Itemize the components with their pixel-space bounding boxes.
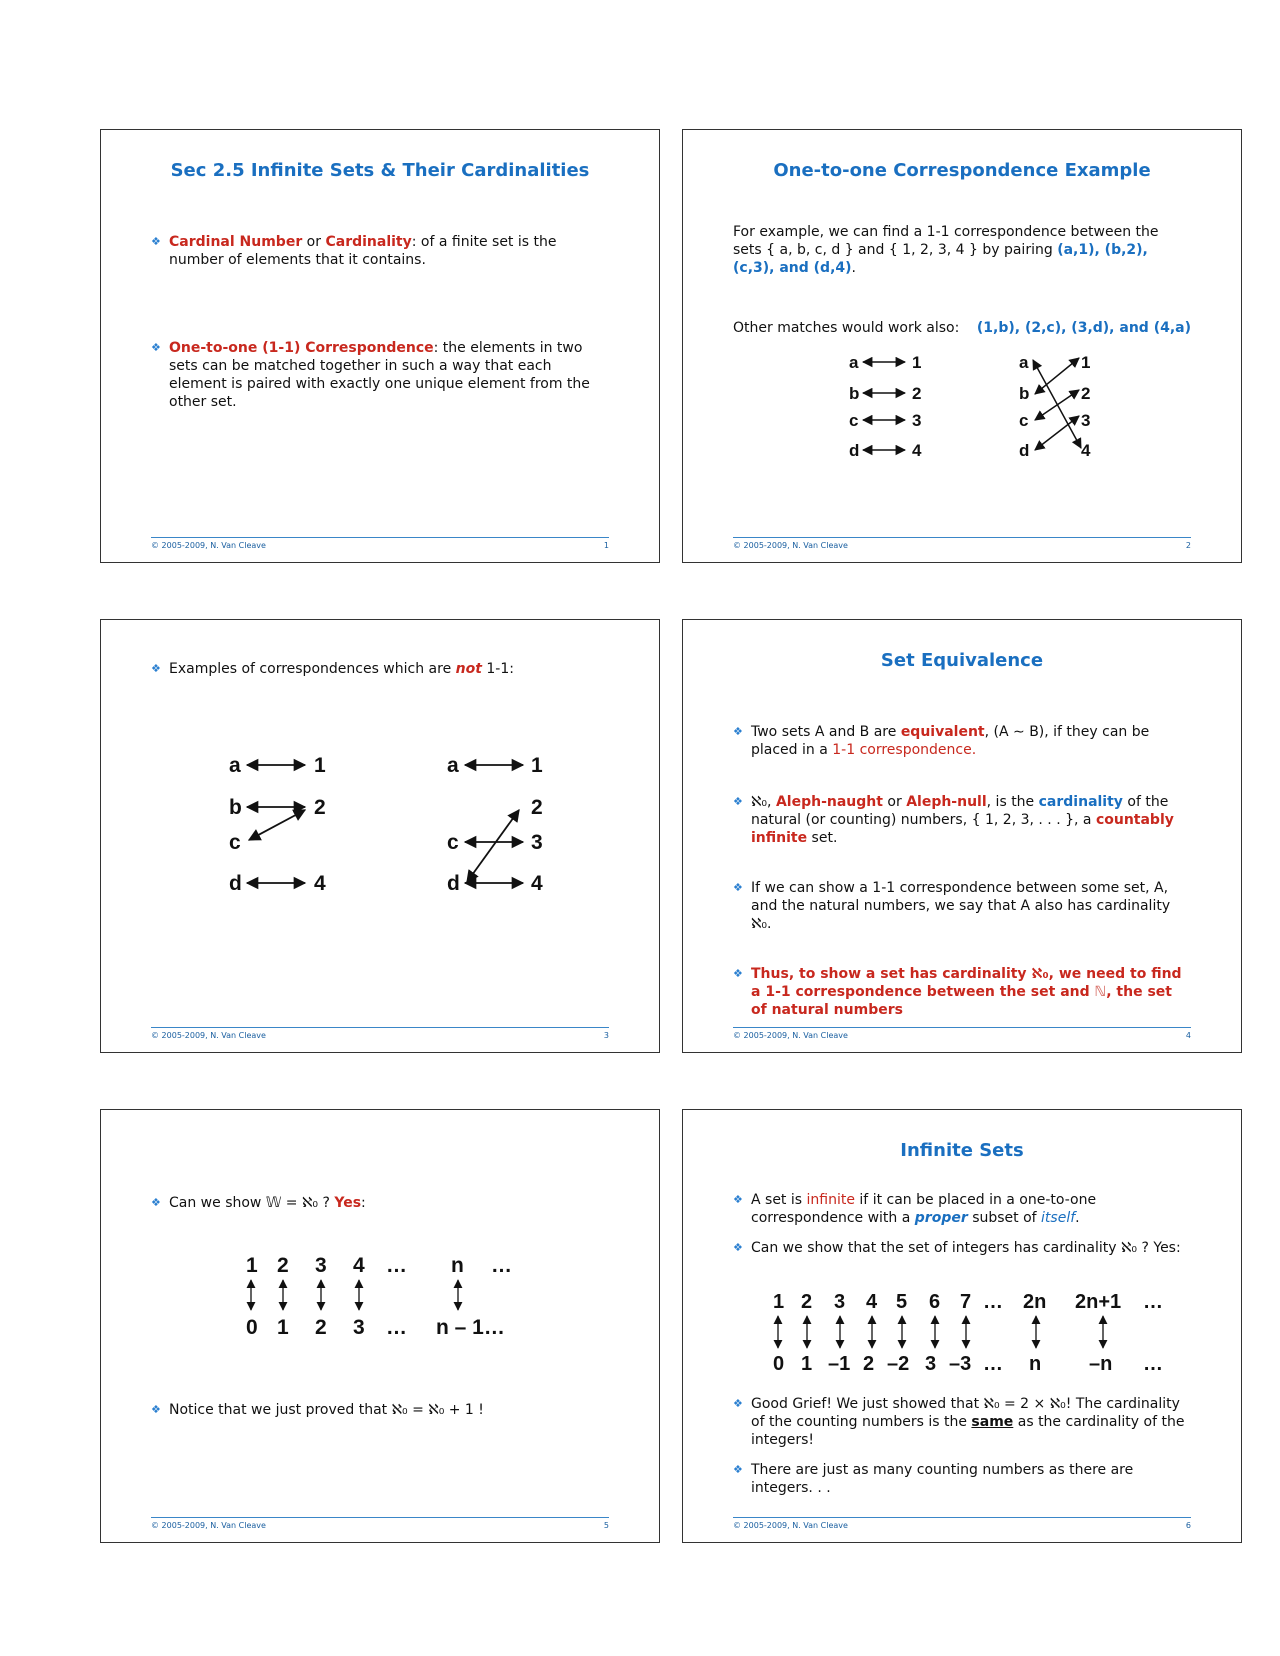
whole-numbers-correspondence: [101, 1250, 661, 1340]
label-a: a: [1019, 353, 1029, 372]
symbol-naturals: ℕ: [1094, 984, 1107, 1000]
text: : the elements in two sets can be matched together in such a way that each element is paired with exactly one unique element from the other set.: [169, 340, 590, 410]
label-b: b: [1019, 384, 1030, 403]
page-number: 6: [1185, 1521, 1191, 1530]
page-number: 5: [603, 1521, 609, 1530]
text: or: [882, 794, 907, 810]
bottom-1: 1: [801, 1353, 813, 1375]
text: Examples of correspondences which are: [169, 661, 456, 677]
slide-body-2: [733, 1395, 1191, 1497]
label-a: a: [849, 353, 859, 372]
term-cardinality: cardinality: [1038, 794, 1123, 810]
bottom-0: 0: [773, 1353, 785, 1375]
term-cardinality: Cardinality: [325, 234, 412, 250]
copyright: © 2005-2009, N. Van Cleave: [733, 1521, 848, 1530]
bottom-ellipsis: …: [983, 1353, 1003, 1375]
term-correspondence: One-to-one (1-1) Correspondence: [169, 340, 434, 356]
slide-6: [682, 1109, 1242, 1543]
text: Good Grief! We just showed that ℵ₀ = 2 × ℵ₀! The cardinality of the counting numbers is the: [751, 1396, 1180, 1430]
text: Notice that we just proved that ℵ₀ = ℵ₀ + 1 !: [169, 1402, 484, 1418]
answer-yes: Yes: [334, 1195, 362, 1211]
arrow-c2: [249, 810, 305, 840]
bullet-aleph-naught: [733, 793, 1191, 847]
text: subset of: [967, 1210, 1042, 1226]
top-2n-plus-1: 2n+1: [1075, 1291, 1122, 1313]
label-2: 2: [531, 796, 543, 819]
label-2: 2: [314, 796, 326, 819]
term-itself: itself: [1041, 1210, 1076, 1226]
integers-correspondence: [683, 1288, 1243, 1378]
text: If we can show a 1-1 correspondence between some set, A, and the natural numbers, we say that A also has cardinality ℵ₀.: [751, 880, 1171, 932]
diagram-right: [447, 754, 543, 895]
label-d: d: [447, 872, 460, 895]
slide-footer: [151, 1517, 609, 1530]
text: Other matches would work also:: [733, 320, 960, 336]
text: set.: [807, 830, 838, 846]
label-d: d: [1019, 441, 1030, 460]
bottom-minus-n: –n: [1089, 1353, 1113, 1375]
slide-2: [682, 129, 1242, 563]
text: A set is: [751, 1192, 807, 1208]
top-ellipsis-2: …: [491, 1254, 512, 1277]
text: Can we show 𝕎 = ℵ₀ ?: [169, 1195, 335, 1211]
label-a: a: [229, 754, 241, 777]
arrows: [778, 1316, 1103, 1348]
page-number: 2: [1185, 541, 1191, 550]
diagram-left: [229, 754, 326, 895]
bottom-minus-1: –1: [828, 1353, 851, 1375]
term-cardinal-number: Cardinal Number: [169, 234, 303, 250]
bottom-ellipsis: …: [386, 1316, 407, 1339]
text: ℵ₀,: [751, 794, 776, 810]
label-4: 4: [531, 872, 543, 895]
label-1: 1: [912, 353, 922, 372]
label-c: c: [1019, 411, 1029, 430]
bottom-3: 3: [925, 1353, 937, 1375]
slide-footer: [151, 537, 609, 550]
term-not: not: [455, 661, 482, 677]
label-b: b: [229, 796, 242, 819]
copyright: © 2005-2009, N. Van Cleave: [151, 1521, 266, 1530]
label-1: 1: [531, 754, 543, 777]
bullet-conclusion: [733, 965, 1191, 1019]
text: .: [1075, 1210, 1080, 1226]
slide-footer: [733, 1517, 1191, 1530]
correspondence-diagram: [683, 350, 1243, 470]
bullet-good-grief: [733, 1395, 1191, 1449]
text: .: [851, 260, 856, 276]
term-equivalent: equivalent: [900, 724, 985, 740]
pairs: (1,b), (2,c), (3,d), and (4,a): [976, 320, 1191, 336]
text: or: [302, 234, 326, 250]
label-d: d: [229, 872, 242, 895]
term-infinite: infinite: [806, 1192, 855, 1208]
slide-body: [151, 660, 609, 678]
slide-footer: [733, 537, 1191, 550]
bullet-question: [151, 1194, 609, 1212]
label-1: 1: [314, 754, 326, 777]
copyright: © 2005-2009, N. Van Cleave: [733, 541, 848, 550]
label-1: 1: [1081, 353, 1091, 372]
bullet-infinite-definition: [733, 1191, 1191, 1227]
diagram-left: [849, 353, 922, 460]
top-ellipsis: …: [983, 1291, 1003, 1313]
top-4: 4: [353, 1254, 365, 1277]
label-2: 2: [1081, 384, 1091, 403]
text: , (A ∼ B), if they can be placed in a: [751, 724, 1150, 758]
label-c: c: [229, 831, 241, 854]
label-4: 4: [1081, 441, 1091, 460]
text: There are just as many counting numbers as there are integers. . .: [751, 1462, 1134, 1496]
text: Thus, to show a set has cardinality ℵ₀, we need to find a 1-1 correspondence between the set and: [751, 966, 1182, 1000]
arrow-d2: [467, 810, 519, 882]
top-ellipsis: …: [386, 1254, 407, 1277]
page-number: 1: [603, 541, 609, 550]
text: as the cardinality of the integers!: [751, 1414, 1185, 1448]
bullet-integers-question: [733, 1239, 1191, 1257]
bottom-2: 2: [315, 1316, 327, 1339]
bullet-cardinality: [151, 233, 609, 269]
top-2n: 2n: [1023, 1291, 1047, 1313]
slide-title: Sec 2.5 Infinite Sets & Their Cardinalities: [170, 160, 590, 181]
text: For example, we can find a 1-1 correspondence between the sets { a, b, c, d } and { 1, 2, 3, 4 } by pairing: [733, 224, 1159, 258]
label-3: 3: [912, 411, 922, 430]
slide-3: [100, 619, 660, 1053]
bottom-n-minus-1: n – 1…: [436, 1316, 505, 1339]
slide-footer: [733, 1027, 1191, 1040]
top-n: n: [451, 1254, 464, 1277]
top-4: 4: [866, 1291, 878, 1313]
slide-body-2: [151, 1401, 609, 1419]
label-a: a: [447, 754, 459, 777]
label-c: c: [849, 411, 859, 430]
bottom-minus-2: –2: [887, 1353, 910, 1375]
top-2: 2: [277, 1254, 289, 1277]
bottom-ellipsis-2: …: [1143, 1353, 1163, 1375]
top-ellipsis-2: …: [1143, 1291, 1163, 1313]
top-3: 3: [315, 1254, 327, 1277]
top-1: 1: [773, 1291, 785, 1313]
label-4: 4: [912, 441, 922, 460]
text: 1-1:: [481, 661, 514, 677]
top-1: 1: [246, 1254, 258, 1277]
slide-body: [733, 223, 1191, 337]
top-5: 5: [896, 1291, 908, 1313]
slide-4: [682, 619, 1242, 1053]
copyright: © 2005-2009, N. Van Cleave: [151, 541, 266, 550]
text: Can we show that the set of integers has cardinality ℵ₀ ? Yes:: [751, 1240, 1181, 1256]
term-aleph-naught: Aleph-naught: [775, 794, 883, 810]
slide-footer: [151, 1027, 609, 1040]
term-proper: proper: [914, 1210, 968, 1226]
top-6: 6: [929, 1291, 941, 1313]
term-same: same: [971, 1414, 1014, 1430]
top-row: [246, 1254, 512, 1277]
slide-1: [100, 129, 660, 563]
bullet-equivalent: [733, 723, 1191, 759]
bottom-row: [773, 1353, 1163, 1375]
bottom-2: 2: [863, 1353, 875, 1375]
bullet-not-one-to-one: [151, 660, 609, 678]
term-aleph-null: Aleph-null: [906, 794, 987, 810]
term-countably-infinite: countably infinite: [751, 812, 1174, 846]
text: if it can be placed in a one-to-one correspondence with a: [751, 1192, 1097, 1226]
slide-title: Infinite Sets: [900, 1140, 1024, 1161]
text: Two sets A and B are: [751, 724, 901, 740]
example-paragraph: [733, 223, 1191, 277]
copyright: © 2005-2009, N. Van Cleave: [151, 1031, 266, 1040]
bottom-0: 0: [246, 1316, 258, 1339]
slide-body: [733, 1191, 1191, 1257]
diagram-right: [1019, 353, 1091, 460]
copyright: © 2005-2009, N. Van Cleave: [733, 1031, 848, 1040]
label-3: 3: [1081, 411, 1091, 430]
term-correspondence: 1-1 correspondence.: [832, 742, 977, 758]
pairs: (a,1), (b,2), (c,3), and (d,4): [733, 242, 1148, 276]
arrows: [251, 1280, 458, 1310]
text: , is the: [986, 794, 1039, 810]
slide-body: [151, 233, 609, 411]
top-7: 7: [960, 1291, 972, 1313]
label-3: 3: [531, 831, 543, 854]
top-3: 3: [834, 1291, 846, 1313]
bullet-notice: [151, 1401, 609, 1419]
not-one-to-one-diagram: [101, 750, 661, 900]
bottom-3: 3: [353, 1316, 365, 1339]
bullet-just-as-many: [733, 1461, 1191, 1497]
slide-body: [733, 723, 1191, 1019]
page-number: 4: [1185, 1031, 1191, 1040]
label-b: b: [849, 384, 860, 403]
bottom-minus-3: –3: [949, 1353, 972, 1375]
slide-title: One-to-one Correspondence Example: [773, 160, 1151, 181]
text: : of a finite set is the number of elements that it contains.: [169, 234, 557, 268]
bullet-correspondence: [151, 339, 609, 411]
page-number: 3: [603, 1031, 609, 1040]
bullet-show-cardinality: [733, 879, 1191, 933]
other-matches: [733, 319, 1191, 337]
bottom-row: [246, 1316, 505, 1339]
label-d: d: [849, 441, 860, 460]
slide-5: [100, 1109, 660, 1543]
top-2: 2: [801, 1291, 813, 1313]
slide-body: [151, 1194, 609, 1212]
bottom-1: 1: [277, 1316, 289, 1339]
bottom-n: n: [1029, 1353, 1042, 1375]
arrow-a4: [1033, 360, 1081, 448]
label-4: 4: [314, 872, 326, 895]
text: :: [361, 1195, 366, 1211]
top-row: [773, 1291, 1163, 1313]
text: , the set of natural numbers: [751, 984, 1172, 1018]
label-c: c: [447, 831, 459, 854]
slide-title: Set Equivalence: [880, 650, 1044, 671]
text: of the natural (or counting) numbers, { 1, 2, 3, . . . }, a: [751, 794, 1169, 828]
label-2: 2: [912, 384, 922, 403]
